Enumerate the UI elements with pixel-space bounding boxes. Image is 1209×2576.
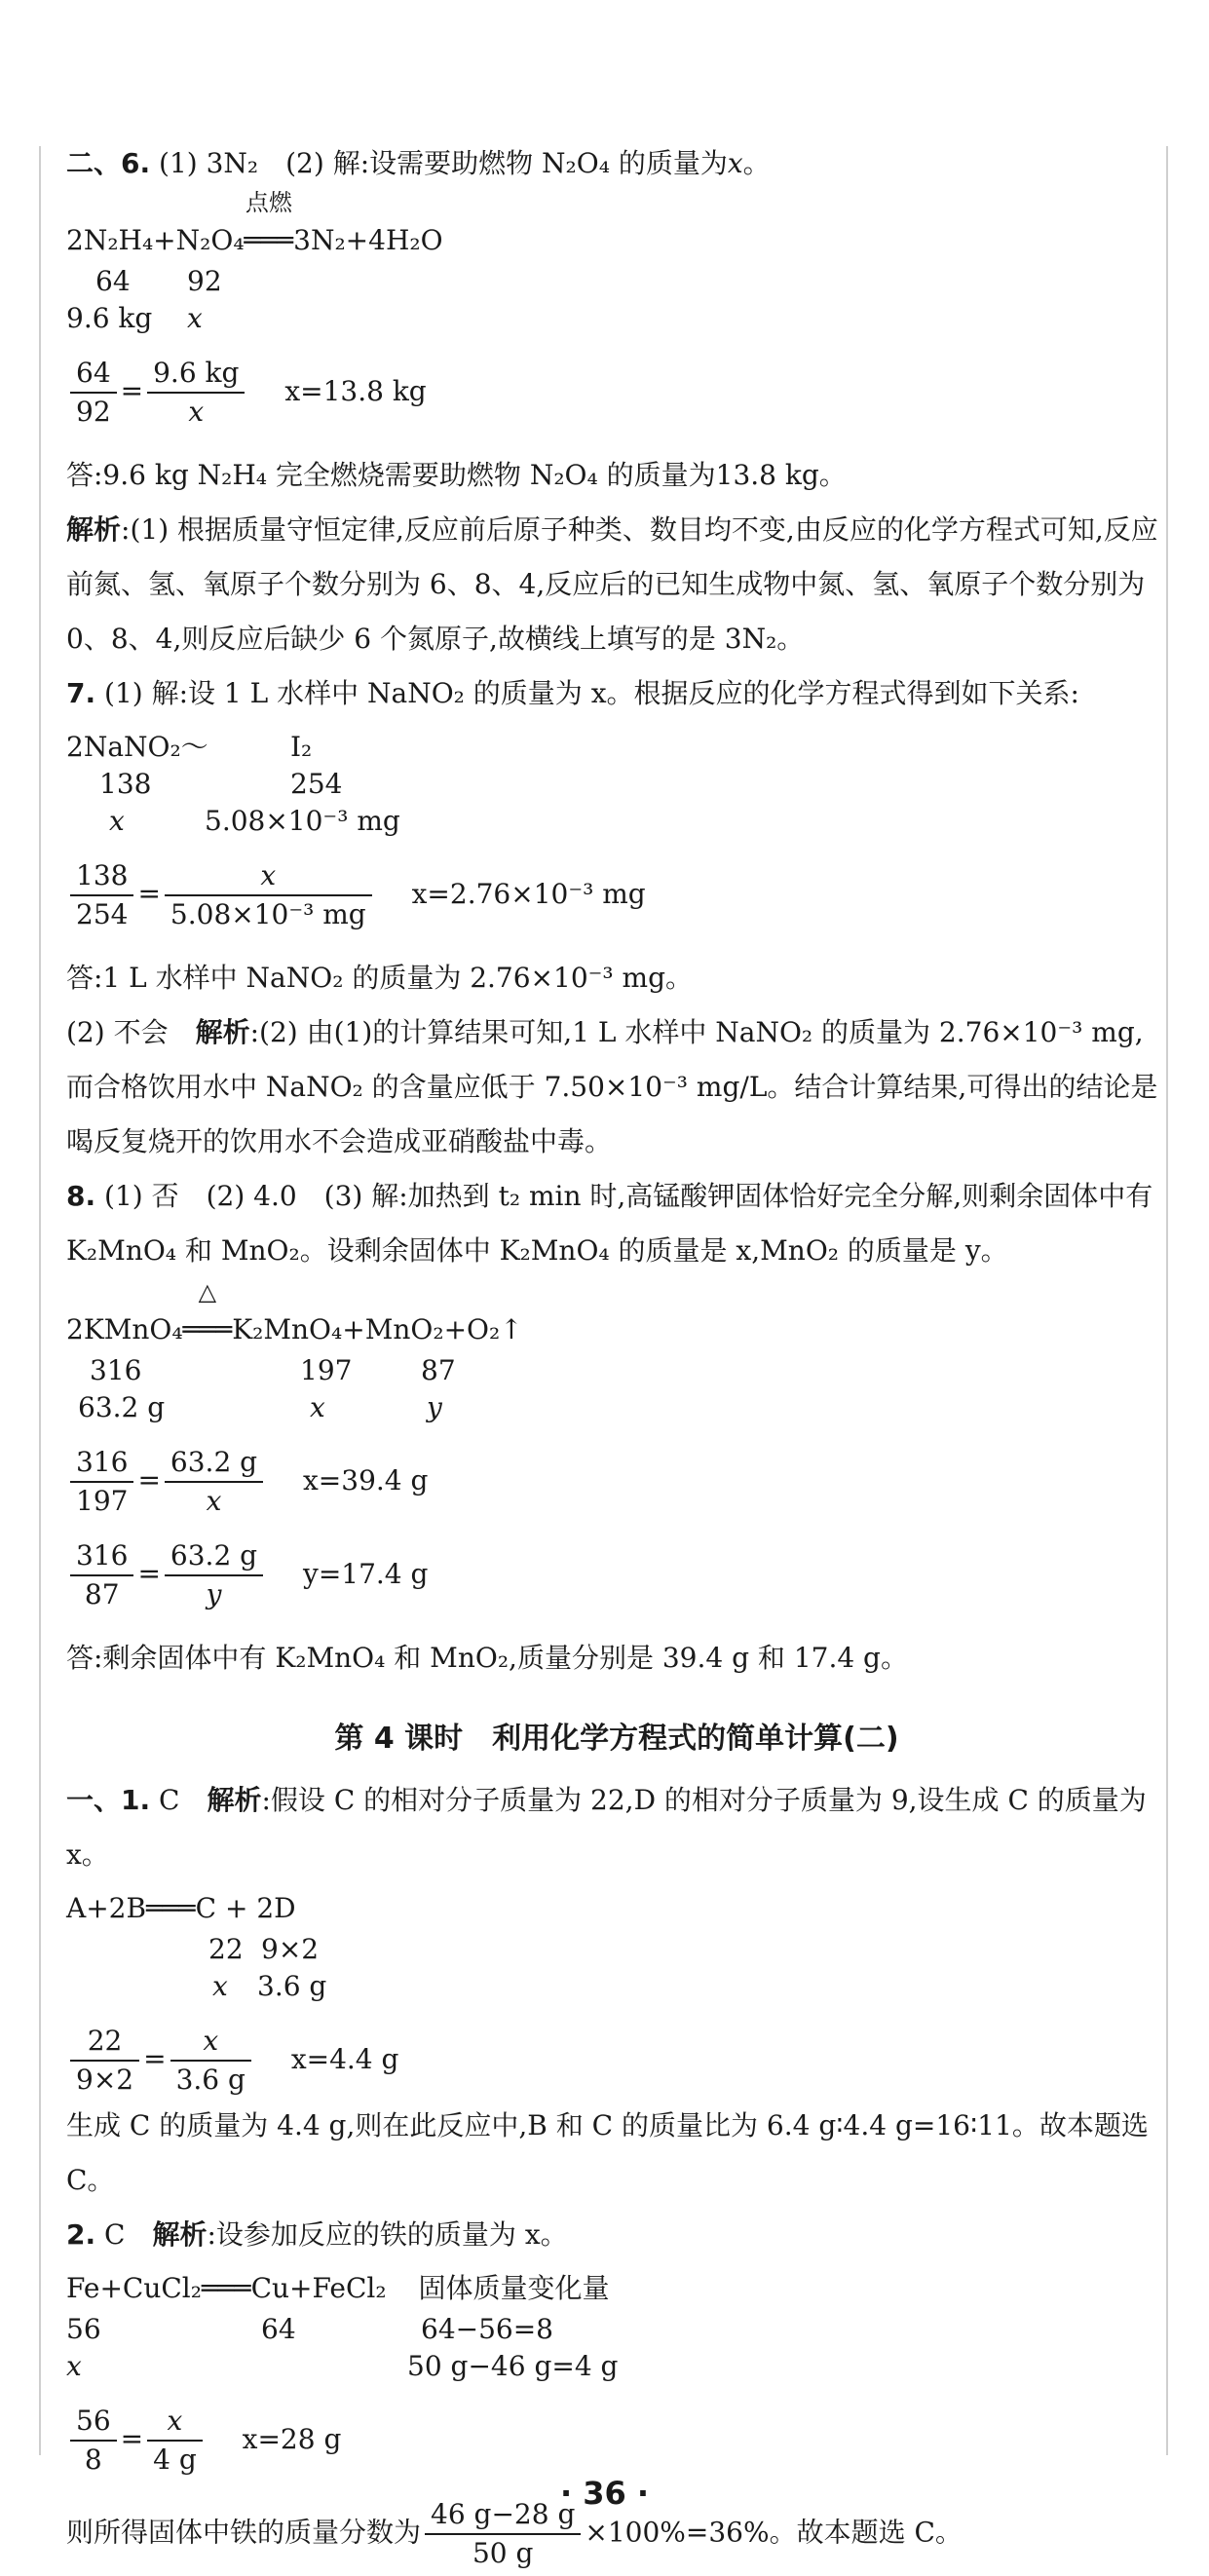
s2-r1c: 64−56=8	[421, 2313, 553, 2345]
q8-f1-result: x=39.4 g	[303, 1463, 429, 1496]
s1-eq-arrow: ═══	[146, 1892, 196, 1924]
s2-proportion: $\frac{56}{8}$ = $\frac{x}{4 g}$ x=28 g	[66, 2403, 1167, 2479]
s2-r1b: 64	[261, 2313, 296, 2345]
s1-r1b: 9×2	[261, 1933, 320, 1965]
q7-rel-left: 2NaNO₂～	[66, 731, 208, 763]
q6-text: (1) 3N₂ (2) 解:设需要助燃物 N₂O₄ 的质量为	[159, 147, 728, 179]
q6-r2a: 9.6 kg	[66, 302, 153, 334]
s2-final-post: ×100%=36%。故本题选 C。	[585, 2516, 963, 2549]
q8-r1c: 87	[421, 1354, 456, 1386]
q6-number: 二、6.	[66, 147, 151, 179]
q8-f2-den-b: y	[206, 1578, 222, 1610]
q6-eq-condition: 点燃	[245, 189, 292, 216]
q7-frac-b	[165, 857, 372, 933]
q7-text: (1) 解:设 1 L 水样中 NaNO₂ 的质量为 x。根据反应的化学方程式得到如下关系:	[104, 677, 1079, 709]
s2-number: 2.	[66, 2218, 96, 2251]
q6-frac-b	[147, 355, 245, 431]
q6-answer: 答:9.6 kg N₂H₄ 完全燃烧需要助燃物 N₂O₄ 的质量为13.8 kg。	[66, 459, 847, 491]
q8-f2-frac-a	[70, 1537, 133, 1613]
s2-frac-a	[70, 2403, 117, 2479]
q8-f1-num-a: 316	[70, 1444, 133, 1483]
q7-r2b: 5.08×10⁻³ mg	[205, 805, 400, 837]
section-title: 第 4 课时 利用化学方程式的简单计算(二)	[334, 1722, 899, 1756]
q7-rel-right: I₂	[290, 731, 313, 763]
q6-frac-a-den: 92	[76, 396, 111, 428]
q6-heading	[66, 136, 1167, 191]
s2-ratio-row-2	[66, 2348, 1167, 2385]
q8-f1-frac-b	[165, 1444, 263, 1520]
s1-equation	[66, 1886, 1167, 1931]
q6-end: 。	[742, 147, 771, 179]
q7-result: x=2.76×10⁻³ mg	[411, 877, 646, 910]
s2-eq-note: 固体质量变化量	[418, 2272, 610, 2304]
q8-eq-arrow: △ ═══	[182, 1278, 233, 1345]
q8-r1a: 316	[90, 1354, 142, 1386]
q7-answer: 答:1 L 水样中 NaNO₂ 的质量为 2.76×10⁻³ mg。	[66, 962, 694, 994]
q8-f2-num-a: 316	[70, 1537, 133, 1576]
s2-final-den: 50 g	[472, 2537, 534, 2569]
s2-choice: C	[104, 2218, 153, 2251]
q8-f2-den-a: 87	[84, 1578, 120, 1610]
q6-r2b: x	[187, 302, 203, 334]
s1-frac-b	[170, 2023, 251, 2099]
s1-frac-a-den: 9×2	[76, 2064, 134, 2096]
q7-r2a: x	[109, 805, 125, 837]
q7-number: 7.	[66, 677, 96, 709]
s2-final-pre: 则所得固体中铁的质量分数为	[66, 2516, 422, 2549]
q6-eq-left: 2N₂H₄+N₂O₄	[66, 224, 245, 256]
q6-eq-arrow: 点燃 ═══	[244, 189, 294, 256]
s1-eq-right: C + 2D	[195, 1892, 296, 1924]
q8-f2-num-b: 63.2 g	[165, 1537, 263, 1576]
q7-relation	[66, 729, 1167, 766]
q7-frac-b-num: x	[165, 857, 372, 896]
q6-proportion: $\frac{64}{92}$ = $\frac{9.6 kg}{x}$ x=13.8 kg	[66, 355, 1167, 431]
q6-eq-right: 3N₂+4H₂O	[293, 224, 443, 256]
solutions-content	[66, 136, 1167, 2572]
s1-analysis-label: 解析	[207, 1784, 262, 1816]
q7-frac-a-den: 254	[76, 898, 129, 930]
q8-equation	[66, 1278, 1167, 1352]
s2-eq-left: Fe+CuCl₂	[66, 2272, 202, 2304]
q8-eq-right: K₂MnO₄+MnO₂+O₂↑	[232, 1313, 523, 1345]
s1-number: 一、1.	[66, 1784, 151, 1816]
q7-heading	[66, 666, 1167, 721]
q6-frac-a-num: 64	[70, 355, 117, 394]
s2-frac-a-num: 56	[70, 2403, 117, 2442]
s2-frac-a-den: 8	[84, 2443, 102, 2476]
q6-frac-a	[70, 355, 117, 431]
q7-proportion: $\frac{138}{254}$ = $\frac{x}{\text{5.08×10⁻³ mg}}$ x=2.76×10⁻³ mg	[66, 857, 1167, 933]
s1-eq-left: A+2B	[66, 1892, 147, 1924]
q8-f1-den-b: x	[206, 1485, 222, 1517]
q7-part2-text: :(2) 由(1)的计算结果可知,1 L 水样中 NaNO₂ 的质量为 2.76×10⁻³ mg,而合格饮用水中 NaNO₂ 的含量应低于 7.50×10⁻³ mg/L。结合计算结果,可得出的结论是喝反复烧开的饮用水不会造成亚硝酸盐中毒。	[66, 1016, 1158, 1157]
s1-frac-b-num: x	[170, 2023, 251, 2062]
q7-part2	[66, 1005, 1167, 1169]
s1-r1a: 22	[208, 1933, 244, 1965]
s1-r2a: x	[212, 1970, 228, 2002]
q8-answer: 答:剩余固体中有 K₂MnO₄ 和 MnO₂,质量分别是 39.4 g 和 17.4 g。	[66, 1642, 908, 1674]
s1-r2b: 3.6 g	[257, 1970, 327, 2002]
s1-ratio-row-2	[66, 1968, 1167, 2005]
q6-analysis-label: 解析	[66, 513, 122, 546]
s1-heading	[66, 1773, 1167, 1882]
q8-ratio-row-2	[66, 1389, 1167, 1426]
q6-analysis	[66, 503, 1167, 666]
q7-ratio-row-1	[66, 766, 1167, 803]
s2-eq-right: Cu+FeCl₂	[250, 2272, 387, 2304]
s2-ratio-row-1	[66, 2311, 1167, 2348]
q8-heading	[66, 1169, 1167, 1278]
s2-result: x=28 g	[242, 2422, 342, 2455]
q6-equation	[66, 189, 1167, 263]
s1-frac-a-num: 22	[70, 2023, 139, 2062]
q6-frac-b-num: 9.6 kg	[147, 355, 245, 394]
s2-frac-b-den: 4 g	[153, 2443, 197, 2476]
page-number: · 36 ·	[559, 2475, 650, 2512]
s2-r1a: 56	[66, 2313, 101, 2345]
q7-part2-answer: (2) 不会	[66, 1016, 196, 1048]
q8-r1b: 197	[300, 1354, 353, 1386]
s2-frac-b	[147, 2403, 203, 2479]
q8-number: 8.	[66, 1180, 96, 1212]
q8-r2a: 63.2 g	[78, 1391, 166, 1423]
s2-final-num: 46 g−28 g	[425, 2496, 581, 2535]
q7-frac-a	[70, 857, 133, 933]
s1-frac-b-den: 3.6 g	[175, 2064, 246, 2096]
q6-ratio-row-1	[66, 263, 1167, 300]
q8-ratio-row-1	[66, 1352, 1167, 1389]
s2-analysis-label: 解析	[152, 2218, 208, 2251]
q7-frac-a-num: 138	[70, 857, 133, 896]
s1-result: x=4.4 g	[290, 2042, 399, 2075]
s2-heading	[66, 2208, 1167, 2262]
q8-eq-condition: △	[198, 1278, 217, 1306]
q6-result: x=13.8 kg	[284, 374, 427, 407]
q6-var: x	[727, 147, 743, 179]
s2-equation	[66, 2266, 1167, 2311]
s1-frac-a	[70, 2023, 139, 2099]
s2-eq-arrow: ═══	[202, 2272, 251, 2304]
q7-r1b: 254	[290, 768, 343, 800]
q6-r1b: 92	[187, 265, 222, 297]
q8-f1-frac-a	[70, 1444, 133, 1520]
q8-r2c: y	[427, 1391, 442, 1423]
q8-eq-left: 2KMnO₄	[66, 1313, 183, 1345]
s2-text: :设参加反应的铁的质量为 x。	[207, 2218, 568, 2251]
q8-f1-num-b: 63.2 g	[165, 1444, 263, 1483]
q8-f1-den-a: 197	[76, 1485, 129, 1517]
q8-f2-frac-b	[165, 1537, 263, 1613]
s1-ratio-row-1	[66, 1931, 1167, 1968]
q7-frac-b-den: 5.08×10⁻³ mg	[170, 898, 366, 930]
q8-proportion-2: $\frac{316}{87}$ = $\frac{63.2 g}{y}$ y=17.4 g	[66, 1537, 1167, 1613]
q6-analysis-text: :(1) 根据质量守恒定律,反应前后原子种类、数目均不变,由反应的化学方程式可知,反应前氮、氢、氧原子个数分别为 6、8、4,反应后的已知生成物中氮、氢、氧原子个数分别为 0、8、4,则反应后缺少 6 个氮原子,故横线上填写的是 3N₂。	[66, 513, 1158, 655]
q7-r1a: 138	[99, 768, 152, 800]
s2-r2c: 50 g−46 g=4 g	[407, 2350, 619, 2382]
q8-text: (1) 否 (2) 4.0 (3) 解:加热到 t₂ min 时,高锰酸钾固体恰好完全分解,则剩余固体中有 K₂MnO₄ 和 MnO₂。设剩余固体中 K₂MnO₄ 的质量是 x,MnO₂ 的质量是 y。	[66, 1180, 1153, 1267]
left-margin-line	[39, 146, 41, 2455]
q6-frac-b-den: x	[188, 396, 205, 428]
s1-conclusion: 生成 C 的质量为 4.4 g,则在此反应中,B 和 C 的质量比为 6.4 g∶4.4 g=16∶11。故本题选 C。	[66, 2109, 1149, 2196]
s1-text: :假设 C 的相对分子质量为 22,D 的相对分子质量为 9,设生成 C 的质量为 x。	[66, 1784, 1147, 1871]
q7-ratio-row-2	[66, 803, 1167, 840]
q8-proportion-1: $\frac{316}{197}$ = $\frac{63.2 g}{x}$ x=39.4 g	[66, 1444, 1167, 1520]
q7-analysis-label: 解析	[195, 1016, 250, 1048]
s2-r2a: x	[66, 2350, 82, 2382]
q6-ratio-row-2	[66, 300, 1167, 337]
q6-r1a: 64	[95, 265, 131, 297]
s1-proportion: $\frac{22}{9\times 2}$ = $\frac{x}{3.6 g}$ x=4.4 g	[66, 2023, 1167, 2099]
s1-choice: C	[159, 1784, 208, 1816]
s2-frac-b-num: x	[147, 2403, 203, 2442]
q8-f2-result: y=17.4 g	[303, 1557, 429, 1590]
q8-r2b: x	[310, 1391, 325, 1423]
